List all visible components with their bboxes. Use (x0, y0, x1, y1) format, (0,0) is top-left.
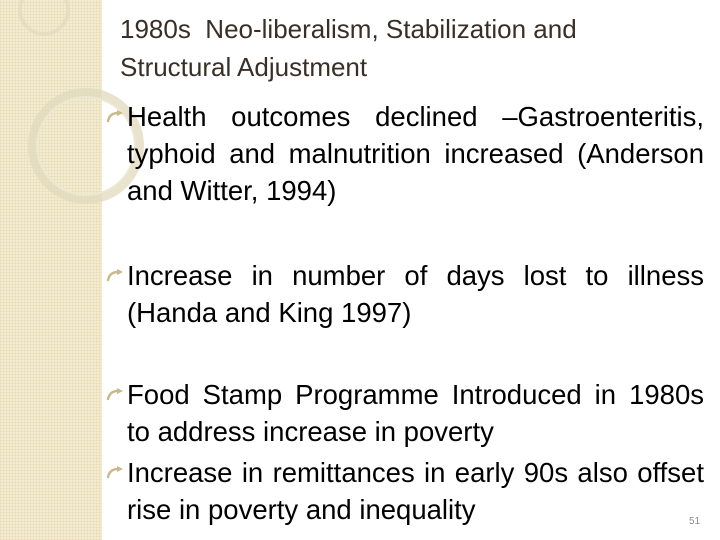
bullet-item (104, 454, 704, 528)
slide-title-line-1: 1980s Neo-liberalism, Stabilization and (120, 14, 577, 44)
decorative-side-panel (0, 0, 102, 540)
page-number: 51 (689, 516, 701, 527)
curved-arrow-bullet-icon (106, 465, 126, 479)
bullet-item (104, 257, 704, 331)
slide-title (120, 10, 700, 86)
bullet-text: Increase in number of days lost to illness (Handa and King 1997) (127, 260, 704, 328)
slide-title-line-2: Structural Adjustment (120, 52, 368, 82)
bullet-item (104, 376, 704, 450)
bullet-item (104, 98, 704, 209)
curved-arrow-bullet-icon (106, 109, 126, 123)
bullet-text: Increase in remittances in early 90s also offset rise in poverty and inequality (127, 457, 704, 525)
bullet-text: Food Stamp Programme Introduced in 1980s to address increase in poverty (127, 379, 704, 447)
curved-arrow-bullet-icon (106, 268, 126, 282)
bullet-text: Health outcomes declined –Gastroenteritis, typhoid and malnutrition increased (Anderson and Witter, 1994) (127, 101, 704, 206)
curved-arrow-bullet-icon (106, 387, 126, 401)
